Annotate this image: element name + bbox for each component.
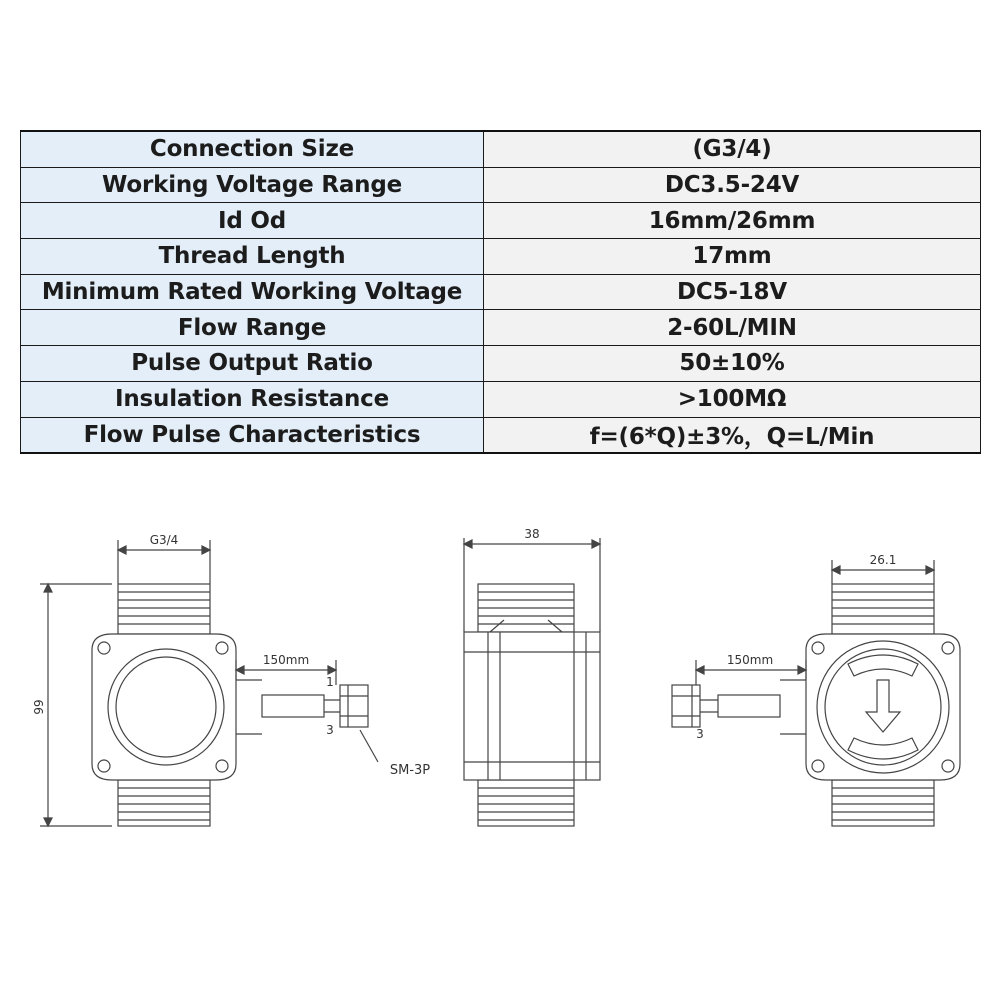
spec-value: DC5-18V bbox=[484, 274, 981, 310]
spec-row bbox=[21, 417, 981, 453]
spec-table-body bbox=[21, 131, 981, 453]
spec-row bbox=[21, 274, 981, 310]
spec-row bbox=[21, 167, 981, 203]
spec-value: 17mm bbox=[484, 239, 981, 275]
front-height-label: 66 bbox=[31, 699, 45, 715]
spec-label: Pulse Output Ratio bbox=[21, 346, 484, 382]
spec-label: Flow Pulse Characteristics bbox=[21, 417, 484, 453]
spec-value: 2-60L/MIN bbox=[484, 310, 981, 346]
spec-label: Working Voltage Range bbox=[21, 167, 484, 203]
spec-row bbox=[21, 203, 981, 239]
back-thread-label: 26.1 bbox=[869, 553, 897, 567]
spec-value: DC3.5-24V bbox=[484, 167, 981, 203]
spec-label: Insulation Resistance bbox=[21, 381, 484, 417]
spec-value: 16mm/26mm bbox=[484, 203, 981, 239]
back-pin3-label: 3 bbox=[696, 727, 704, 741]
spec-table bbox=[20, 130, 981, 454]
spec-row bbox=[21, 381, 981, 417]
spec-row bbox=[21, 310, 981, 346]
spec-row bbox=[21, 346, 981, 382]
spec-value: (G3/4) bbox=[484, 131, 981, 167]
spec-value: f=(6*Q)±3%，Q=L/Min bbox=[484, 417, 981, 453]
back-view bbox=[672, 560, 960, 826]
spec-label: Id Od bbox=[21, 203, 484, 239]
spec-row bbox=[21, 239, 981, 275]
spec-row bbox=[21, 131, 981, 167]
spec-label: Flow Range bbox=[21, 310, 484, 346]
spec-label: Connection Size bbox=[21, 131, 484, 167]
front-pin1-label: 1 bbox=[326, 675, 334, 689]
side-view bbox=[464, 538, 600, 826]
side-width-label: 38 bbox=[524, 527, 540, 541]
spec-value: >100MΩ bbox=[484, 381, 981, 417]
technical-drawing bbox=[0, 500, 1000, 860]
spec-value: 50±10% bbox=[484, 346, 981, 382]
spec-label: Thread Length bbox=[21, 239, 484, 275]
spec-label: Minimum Rated Working Voltage bbox=[21, 274, 484, 310]
front-cable-label: 150mm bbox=[262, 653, 310, 667]
back-cable-label: 150mm bbox=[726, 653, 774, 667]
front-thread-label: G3/4 bbox=[149, 533, 179, 547]
connector-type-label: SM-3P bbox=[389, 763, 431, 778]
front-pin3-label: 3 bbox=[326, 723, 334, 737]
